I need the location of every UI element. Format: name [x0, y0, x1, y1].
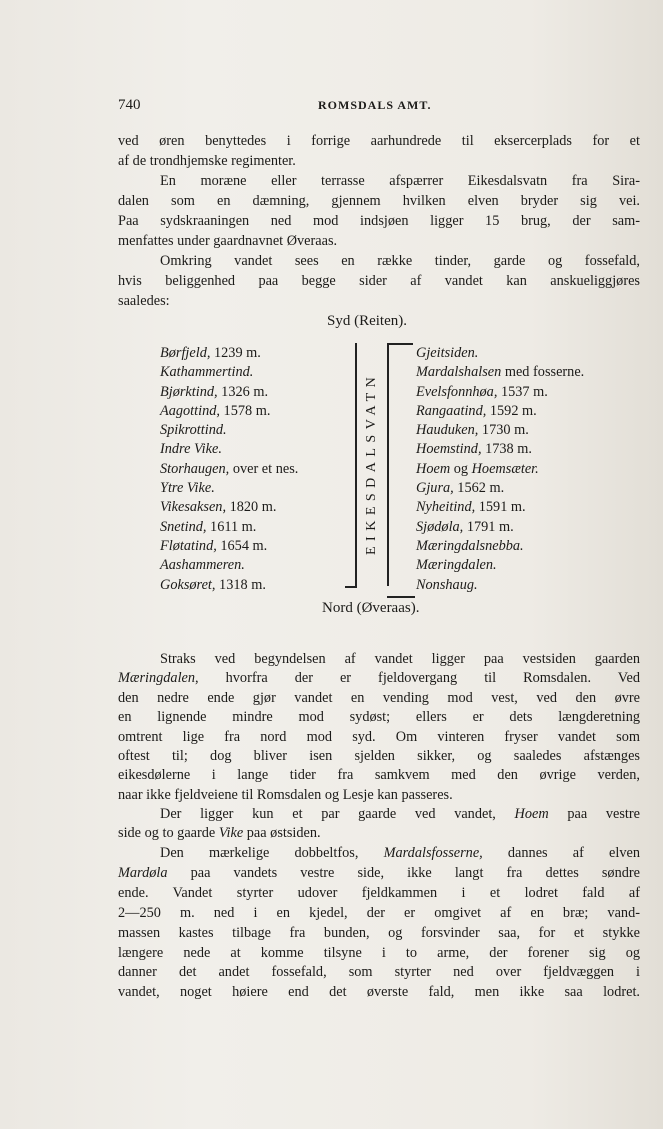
body-paragraph-3	[118, 844, 640, 1003]
list-item: Mæringdalen.	[416, 557, 497, 574]
text-line: saaledes:	[118, 293, 170, 309]
list-item: Nyheitind, 1591 m.	[416, 499, 526, 516]
list-item: Evelsfonnhøa, 1537 m.	[416, 383, 548, 400]
page-number: 740	[118, 97, 141, 113]
list-item: Mæringdalsnebba.	[416, 537, 524, 554]
list-item: Bjørktind, 1326 m.	[160, 383, 269, 400]
list-item: Hoem og Hoemsæter.	[416, 460, 539, 477]
body-paragraph-1	[118, 650, 640, 805]
diagram-top-label: Syd (Reiten).	[327, 313, 407, 329]
text-line: Der ligger kun et par gaarde ved vandet, Hoem paa vestre	[160, 806, 641, 822]
divider	[387, 343, 413, 345]
text-line: Mardøla paa vandets vestre side, ikke langt fra dettes søndre	[118, 864, 640, 881]
list-item: Kathammertind.	[160, 364, 254, 381]
list-item: Aashammeren.	[160, 557, 245, 574]
text-line: ved øren benyttedes i forrige aarhundrede til eksercerplads for et	[118, 133, 640, 149]
text-line: danner det andet fossefald, som styrter ned over fjeldvæggen i	[118, 964, 640, 981]
list-item: Vikesaksen, 1820 m.	[160, 499, 277, 516]
west-side-list	[160, 344, 298, 595]
text-line: af de trondhjemske regimenter.	[118, 153, 296, 169]
list-item: Rangaatind, 1592 m.	[416, 402, 537, 419]
text-line: længere nede at komme tilsyne i to arme, der forener sig og	[118, 944, 640, 961]
list-item: Aagottind, 1578 m.	[160, 402, 271, 419]
text-line: Straks ved begyndelsen af vandet ligger paa vestsiden gaarden	[160, 651, 640, 667]
text-line: dalen som en dæmning, gjennem hvilken elven bryder sig vei.	[118, 193, 640, 209]
intro-text	[118, 131, 640, 311]
text-line: Omkring vandet sees en række tinder, garde og fossefald,	[160, 253, 640, 269]
list-item: Gjura, 1562 m.	[416, 480, 505, 497]
text-line: Den mærkelige dobbeltfos, Mardalsfosserne, dannes af elven	[160, 845, 640, 861]
list-item: Fløtatind, 1654 m.	[160, 537, 268, 554]
running-title: ROMSDALS AMT.	[318, 98, 432, 112]
text-line: hvis beliggenhed paa begge sider af vandet kan anskueliggjøres	[118, 273, 640, 289]
body-paragraph-2	[118, 805, 640, 844]
text-line: en lignende mindre mod sydøst; ellers er dets længderetning	[118, 709, 640, 726]
list-item: Gjeitsiden.	[416, 345, 479, 361]
list-item: Indre Vike.	[160, 441, 222, 458]
east-side-list	[416, 344, 584, 595]
text-line: oftest til; dog bliver isen sjelden sikker, og saaledes afstænges	[118, 748, 640, 765]
text-line: den nedre ende gjør vandet en vending mod vest, ved den øvre	[118, 689, 640, 706]
list-item: Storhaugen, over et nes.	[160, 460, 299, 477]
list-item: Hauduken, 1730 m.	[416, 422, 529, 439]
list-item: Nonshaug.	[416, 576, 478, 593]
list-item: Hoemstind, 1738 m.	[416, 441, 532, 458]
text-line: vandet, noget høiere end det øverste fald, men ikke saa lodret.	[118, 984, 640, 1001]
diagram-bottom-label: Nord (Øveraas).	[322, 600, 420, 616]
divider	[387, 596, 415, 598]
text-line: ende. Vandet styrter udover fjeldkammen i et lodret fald af	[118, 884, 640, 901]
text-line: massen kastes tilbage fra bunden, og forsvinder saa, for et stykke	[118, 924, 640, 941]
page-header	[118, 97, 638, 119]
divider	[345, 586, 357, 588]
text-line: eikesdølerne i lange tider fra samkvem med den øvrige verden,	[118, 767, 640, 784]
lake-box	[355, 343, 389, 586]
text-line: Paa sydskraaningen ned mod indsjøen ligger 15 brug, der sam-	[118, 213, 640, 229]
list-item: Mardalshalsen med fosserne.	[416, 364, 585, 381]
text-line: Mæringdalen, hvorfra der er fjeldovergang til Romsdalen. Ved	[118, 670, 640, 687]
text-line: En moræne eller terrasse afspærrer Eikesdalsvatn fra Sira-	[160, 173, 640, 189]
lake-name: EIKESDALSVATN	[364, 371, 379, 555]
list-item: Sjødøla, 1791 m.	[416, 518, 514, 535]
list-item: Snetind, 1611 m.	[160, 518, 257, 535]
text-line: side og to gaarde Vike paa østsiden.	[118, 825, 321, 842]
text-line: 2—250 m. ned i en kjedel, der er omgivet af en bræ; vand-	[118, 904, 640, 921]
list-item: Børfjeld, 1239 m.	[160, 345, 261, 361]
text-line: menfattes under gaardnavnet Øveraas.	[118, 233, 338, 249]
list-item: Spikrottind.	[160, 422, 227, 439]
list-item: Goksøret, 1318 m.	[160, 576, 266, 593]
text-line: naar ikke fjeldveiene til Romsdalen og Lesje kan passeres.	[118, 786, 453, 803]
list-item: Ytre Vike.	[160, 480, 215, 497]
text-line: omtrent lige fra nord mod syd. Om vinteren fryser vandet som	[118, 728, 640, 745]
